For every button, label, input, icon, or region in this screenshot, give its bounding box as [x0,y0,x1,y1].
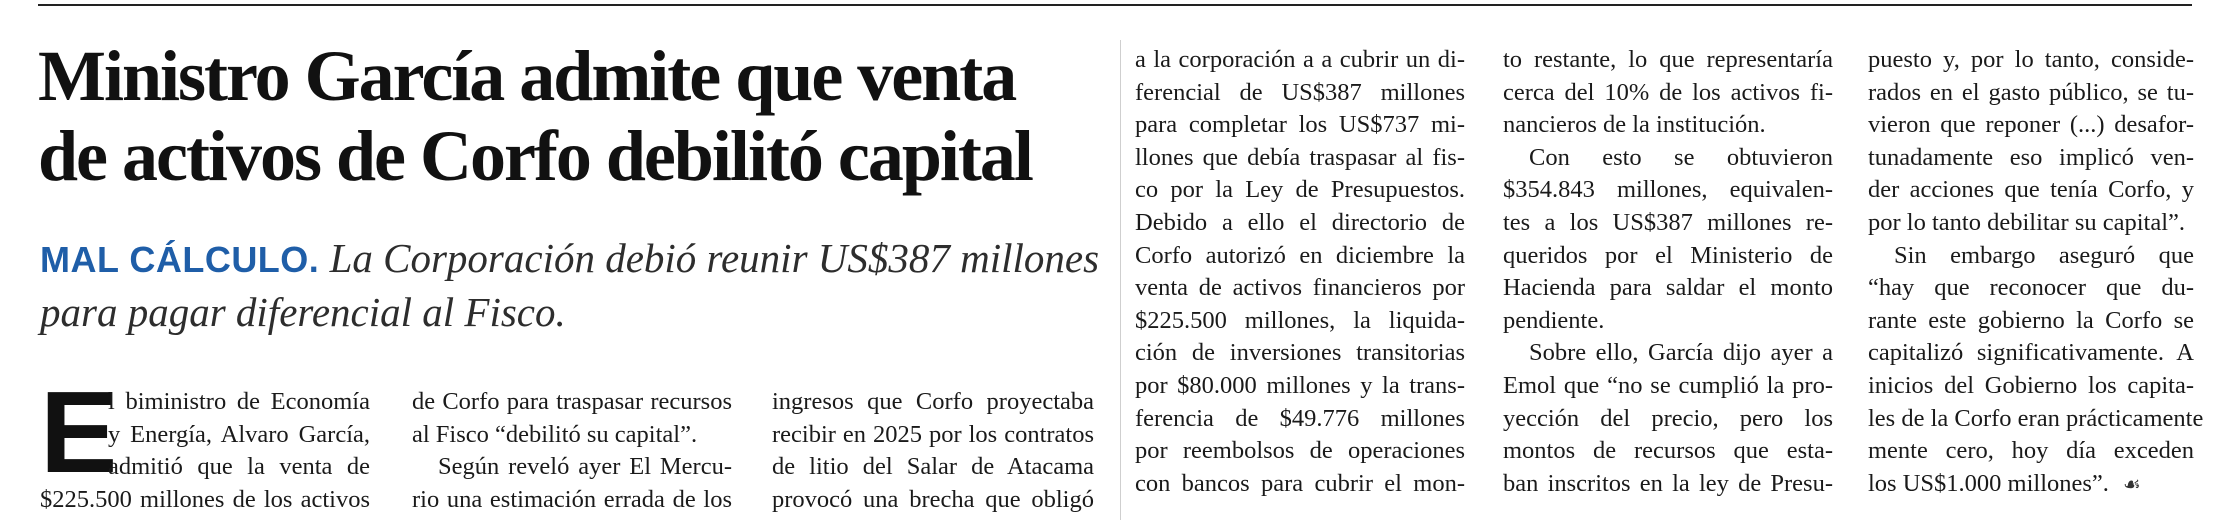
column-3-line: provocó una brecha que obligó [772,485,1094,513]
column-5-line: nancieros de la institución. [1503,111,1766,139]
column-4-line: ción de inversiones transitorias [1135,339,1465,367]
column-4-line: llones que debía traspasar al fis- [1135,143,1465,171]
deck-line-2: para pagar diferencial al Fisco. [40,289,566,335]
column-6-line: rante este gobierno la Corfo se [1868,306,2194,334]
column-6-line: inicios del Gobierno los capita- [1868,371,2194,399]
column-5-line: pendiente. [1503,306,1605,334]
column-4-line: co por la Ley de Presupuestos. [1135,176,1465,204]
column-1-line: $225.500 millones de los activos [40,485,370,513]
body-column-3 [772,386,1094,516]
column-4-line: ferencia de $49.776 millones [1135,404,1465,432]
column-4-line: $225.500 millones, la liquida- [1135,306,1465,334]
deck-text-1: La Corporación debió reunir US$387 millones [329,235,1100,281]
column-6-line: der acciones que tenía Corfo, y [1868,176,2194,204]
column-5-line: montos de recursos que esta- [1503,437,1833,465]
column-6-line: les de la Corfo eran prácticamente [1868,404,2204,432]
column-3-line: de litio del Salar de Atacama [772,453,1094,481]
column-4-line: a la corporación a a cubrir un di- [1135,46,1465,73]
column-5-line: yección del precio, pero los [1503,404,1833,432]
column-4-line: por reembolsos de operaciones [1135,437,1465,465]
column-1-line: y Energía, Alvaro García, [108,420,370,448]
column-4-line: por $80.000 millones y la trans- [1135,371,1465,399]
column-4-line: Debido a ello el directorio de [1135,208,1465,236]
column-5-line: to restante, lo que representaría [1503,46,1833,73]
deck-kicker: MAL CÁLCULO. [40,239,320,280]
column-4-line: venta de activos financieros por [1135,274,1465,302]
column-2-line: rio una estimación errada de los [412,485,732,513]
column-2-line: Según reveló ayer El Mercu- [438,453,732,481]
column-6-line: tunadamente eso implicó ven- [1868,143,2194,171]
column-6-line: capitalizó significativamente. A [1868,339,2194,367]
body-column-1 [40,386,370,516]
column-6-line [1868,468,2194,501]
dropcap: E [40,367,118,497]
column-6-line: por lo tanto debilitar su capital”. [1868,208,2186,236]
column-4-line: para completar los US$737 mi- [1135,111,1465,139]
column-4-line: con bancos para cubrir el mon- [1135,469,1465,497]
deck-line-1 [40,232,1110,286]
body-column-5 [1503,44,1833,500]
column-5-line: cerca del 10% de los activos fi- [1503,78,1833,106]
body-column-6 [1868,44,2204,500]
column-4-line: Corfo autorizó en diciembre la [1135,241,1465,269]
column-6-line: puesto y, por lo tanto, conside- [1868,46,2194,73]
column-5-line: queridos por el Ministerio de [1503,241,1833,269]
body-column-4 [1135,44,1465,500]
column-6-line: “hay que reconocer que du- [1868,274,2194,302]
headline-line-1: Ministro García admite que venta [38,36,1016,116]
column-5-line: Emol que “no se cumplió la pro- [1503,371,1833,399]
column-5-line: ban inscritos en la ley de Presu- [1503,469,1833,497]
column-5-line: Con esto se obtuvieron [1529,143,1833,171]
headline-line-2: de activos de Corfo debilitó capital [38,116,1032,196]
column-3-line: ingresos que Corfo proyectaba [772,388,1094,415]
column-4-line: ferencial de US$387 millones [1135,78,1465,106]
column-6-line: Sin embargo aseguró que [1894,241,2194,269]
column-6-line: vieron que reponer (...) desafor- [1868,111,2194,139]
column-1-line: l biministro de Economía [108,388,370,415]
column-5-line: Sobre ello, García dijo ayer a [1529,339,1833,367]
column-1-line: admitió que la venta de [108,453,370,481]
column-6-final-text: los US$1.000 millones”. [1868,469,2109,497]
top-rule [38,4,2192,6]
column-5-line: tes a los US$387 millones re- [1503,208,1833,236]
column-5-line: Hacienda para saldar el monto [1503,274,1833,302]
column-5-line: $354.843 millones, equivalen- [1503,176,1833,204]
deck [40,232,1110,338]
column-3-line: recibir en 2025 por los contratos [772,420,1094,448]
end-of-article-icon: ☙ [2122,471,2141,496]
column-divider [1120,40,1121,520]
column-2-line: de Corfo para traspasar recursos [412,388,732,415]
body-column-2 [412,386,732,516]
column-6-line: mente cero, hoy día exceden [1868,437,2194,465]
column-2-line: al Fisco “debilitó su capital”. [412,420,698,448]
column-6-line: rados en el gasto público, se tu- [1868,78,2194,106]
headline [38,36,1108,196]
